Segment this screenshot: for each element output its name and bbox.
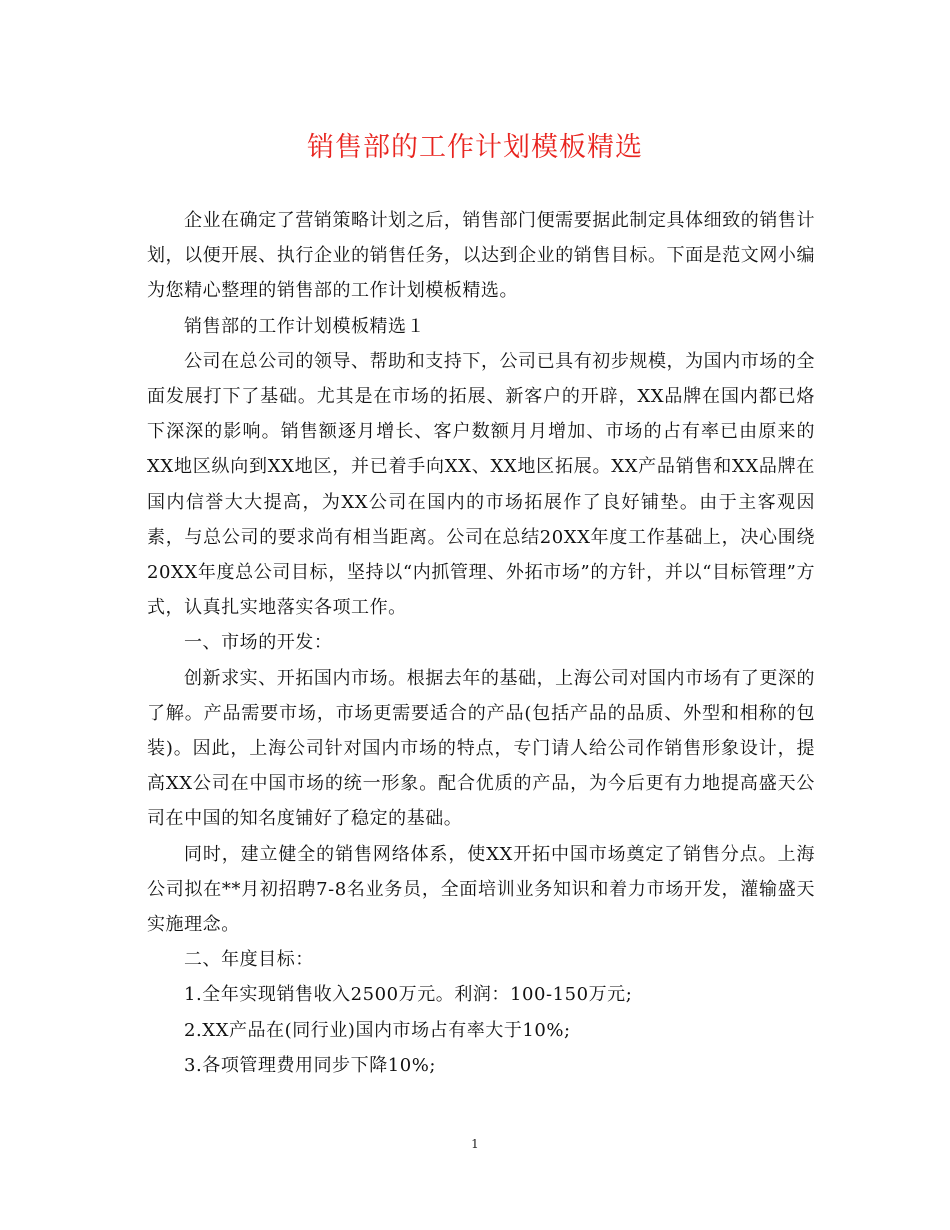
goal-item-3: 3.各项管理费用同步下降10%; bbox=[184, 1054, 437, 1076]
document-body bbox=[147, 203, 815, 1083]
section-heading-annual-goals: 二、年度目标： bbox=[184, 949, 314, 971]
market-development-paragraph: 创新求实、开拓国内市场。根据去年的基础，上海公司对国内市场有了更深的了解。产品需要市场，市场更需要适合的产品(包括产品的品质、外型和相称的包装)。因此，上海公司针对国内市场的特点，专门请人给公司作销售形象设计，提高XX公司在中国市场的统一形象。配合优质的产品，为今后更有力地提高盛天公司在中国的知名度铺好了稳定的基础。 bbox=[147, 667, 815, 830]
document-title: 销售部的工作计划模板精选 bbox=[307, 132, 643, 163]
intro-paragraph: 企业在确定了营销策略计划之后，销售部门便需要据此制定具体细致的销售计划，以便开展、执行企业的销售任务，以达到企业的销售目标。下面是范文网小编为您精心整理的销售部的工作计划模板精选。 bbox=[147, 210, 815, 302]
section-heading-template-1: 销售部的工作计划模板精选１ bbox=[184, 315, 426, 337]
company-overview-paragraph: 公司在总公司的领导、帮助和支持下，公司已具有初步规模，为国内市场的全面发展打下了基础。尤其是在市场的拓展、新客户的开辟，XX品牌在国内都已烙下深深的影响。销售额逐月增长、客户数额月月增加、市场的占有率已由原来的XX地区纵向到XX地区，并已着手向XX、XX地区拓展。XX产品销售和XX品牌在国内信誉大大提高，为XX公司在国内的市场拓展作了良好铺垫。由于主客观因素，与总公司的要求尚有相当距离。公司在总结20XX年度工作基础上，决心围绕20XX年度总公司目标，坚持以“内抓管理、外拓市场”的方针，并以“目标管理”方式，认真扎实地落实各项工作。 bbox=[147, 350, 815, 619]
goal-item-2: 2.XX产品在(同行业)国内市场占有率大于10%; bbox=[184, 1019, 571, 1041]
sales-network-paragraph: 同时，建立健全的销售网络体系，使XX开拓中国市场奠定了销售分点。上海公司拟在**月初招聘7-8名业务员，全面培训业务知识和着力市场开发，灌输盛天实施理念。 bbox=[147, 843, 815, 936]
section-heading-market-development: 一、市场的开发： bbox=[184, 632, 333, 654]
goal-item-1: 1.全年实现销售收入2500万元。利润：100-150万元; bbox=[184, 984, 633, 1006]
page-number: 1 bbox=[471, 1137, 479, 1151]
